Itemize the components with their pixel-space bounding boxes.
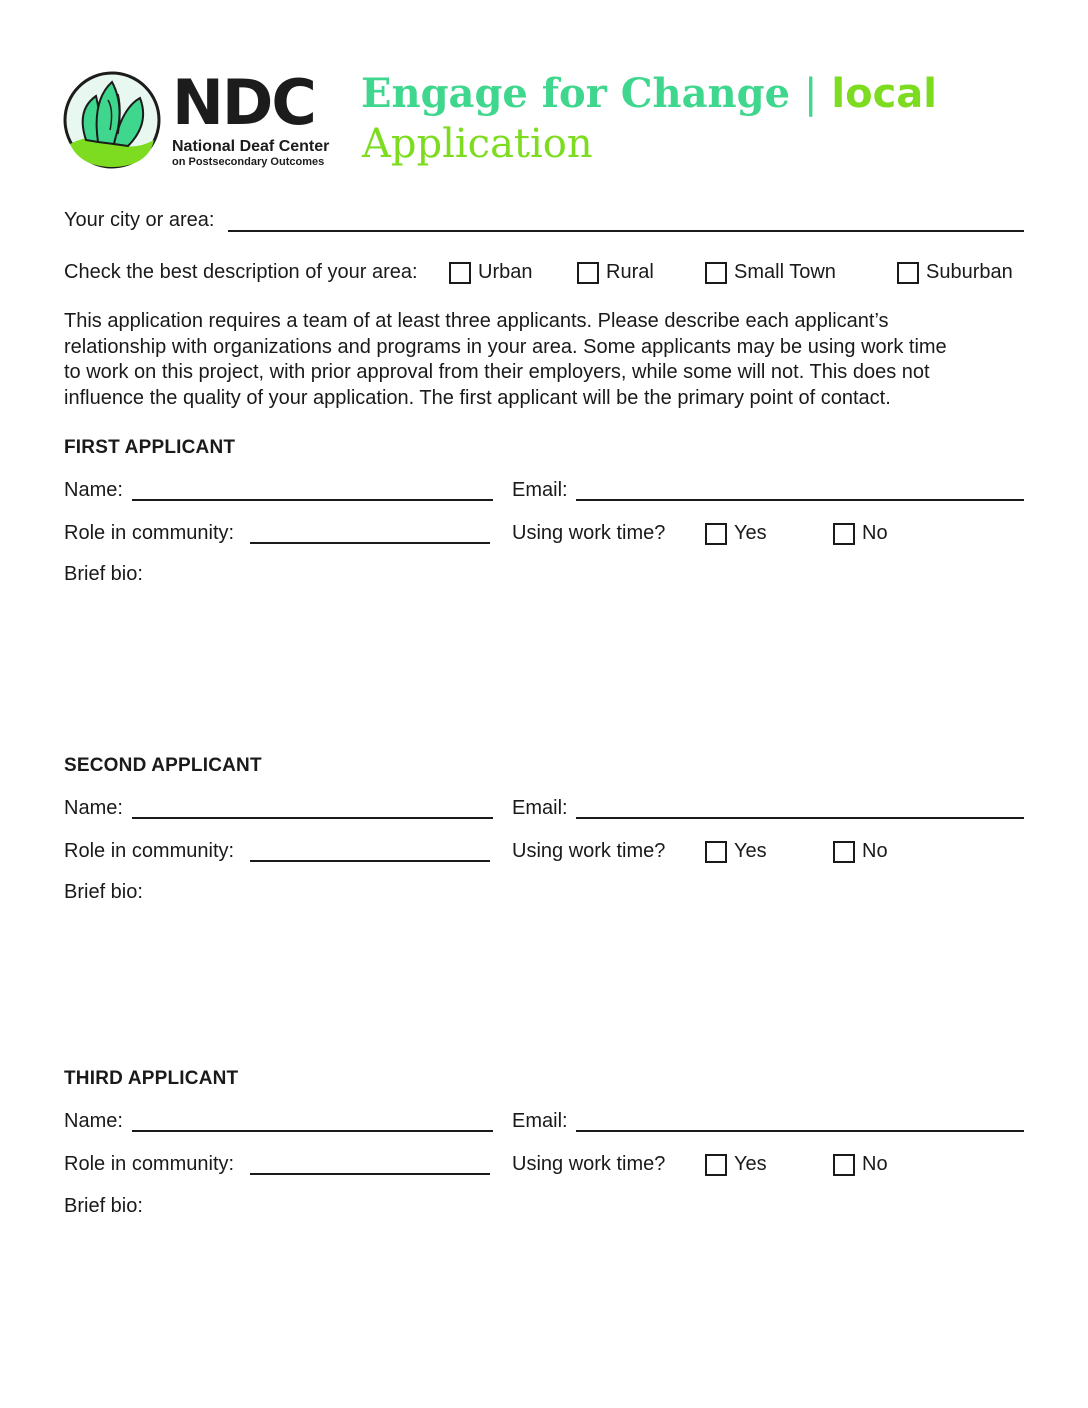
first-name-label: Name: bbox=[64, 479, 123, 501]
first-no-checkbox[interactable] bbox=[833, 523, 855, 545]
second-no-checkbox[interactable] bbox=[833, 841, 855, 863]
third-bio-label: Brief bio: bbox=[64, 1195, 143, 1217]
logo-letters: NDC bbox=[172, 66, 315, 139]
first-work-time-label: Using work time? bbox=[512, 522, 666, 544]
logo-subtitle: on Postsecondary Outcomes bbox=[172, 156, 325, 168]
first-yes-label: Yes bbox=[734, 522, 767, 544]
page-title bbox=[361, 70, 937, 118]
ndc-logo bbox=[62, 66, 337, 172]
title-local: local bbox=[831, 71, 937, 117]
small-town-checkbox[interactable] bbox=[705, 262, 727, 284]
suburban-label: Suburban bbox=[926, 261, 1013, 283]
urban-checkbox[interactable] bbox=[449, 262, 471, 284]
third-applicant-heading: THIRD APPLICANT bbox=[64, 1068, 239, 1089]
third-email-field[interactable] bbox=[576, 1130, 1024, 1132]
first-yes-checkbox[interactable] bbox=[705, 523, 727, 545]
second-name-label: Name: bbox=[64, 797, 123, 819]
third-no-label: No bbox=[862, 1153, 888, 1175]
second-applicant-heading: SECOND APPLICANT bbox=[64, 755, 262, 776]
intro-line: to work on this project, with prior approval from their employers, while some will not. This does not bbox=[64, 361, 930, 383]
first-email-label: Email: bbox=[512, 479, 568, 501]
third-role-field[interactable] bbox=[250, 1173, 490, 1175]
third-no-checkbox[interactable] bbox=[833, 1154, 855, 1176]
urban-label: Urban bbox=[478, 261, 533, 283]
intro-line: relationship with organizations and programs in your area. Some applicants may be using work time bbox=[64, 335, 947, 358]
third-email-label: Email: bbox=[512, 1110, 568, 1132]
city-label: Your city or area: bbox=[64, 209, 215, 231]
small-town-label: Small Town bbox=[734, 261, 836, 283]
rural-checkbox[interactable] bbox=[577, 262, 599, 284]
suburban-checkbox[interactable] bbox=[897, 262, 919, 284]
title-main: Engage for Change bbox=[361, 70, 791, 117]
second-email-label: Email: bbox=[512, 797, 568, 819]
first-bio-label: Brief bio: bbox=[64, 563, 143, 585]
title-separator: | bbox=[803, 71, 818, 117]
third-name-label: Name: bbox=[64, 1110, 123, 1132]
area-description-label: Check the best description of your area: bbox=[64, 261, 418, 283]
second-no-label: No bbox=[862, 840, 888, 862]
first-applicant-heading: FIRST APPLICANT bbox=[64, 437, 236, 458]
page-subtitle: Application bbox=[362, 121, 593, 167]
first-role-field[interactable] bbox=[250, 542, 490, 544]
intro-paragraph bbox=[64, 309, 1024, 411]
third-yes-checkbox[interactable] bbox=[705, 1154, 727, 1176]
second-yes-label: Yes bbox=[734, 840, 767, 862]
second-name-field[interactable] bbox=[132, 817, 493, 819]
second-work-time-label: Using work time? bbox=[512, 840, 666, 862]
intro-line: influence the quality of your application. The first applicant will be the primary point of contact. bbox=[64, 386, 891, 409]
first-email-field[interactable] bbox=[576, 499, 1024, 501]
third-work-time-label: Using work time? bbox=[512, 1153, 666, 1175]
city-field[interactable] bbox=[228, 230, 1024, 232]
logo-name: National Deaf Center bbox=[172, 138, 330, 155]
rural-label: Rural bbox=[606, 261, 654, 283]
first-no-label: No bbox=[862, 522, 888, 544]
second-email-field[interactable] bbox=[576, 817, 1024, 819]
second-bio-label: Brief bio: bbox=[64, 881, 143, 903]
second-role-label: Role in community: bbox=[64, 840, 235, 862]
first-name-field[interactable] bbox=[132, 499, 493, 501]
intro-line: This application requires a team of at least three applicants. Please describe each applicant’s bbox=[64, 310, 889, 332]
third-role-label: Role in community: bbox=[64, 1153, 235, 1175]
third-name-field[interactable] bbox=[132, 1130, 493, 1132]
leaf-logo-icon bbox=[62, 70, 162, 170]
third-yes-label: Yes bbox=[734, 1153, 767, 1175]
second-yes-checkbox[interactable] bbox=[705, 841, 727, 863]
second-role-field[interactable] bbox=[250, 860, 490, 862]
first-role-label: Role in community: bbox=[64, 522, 235, 544]
